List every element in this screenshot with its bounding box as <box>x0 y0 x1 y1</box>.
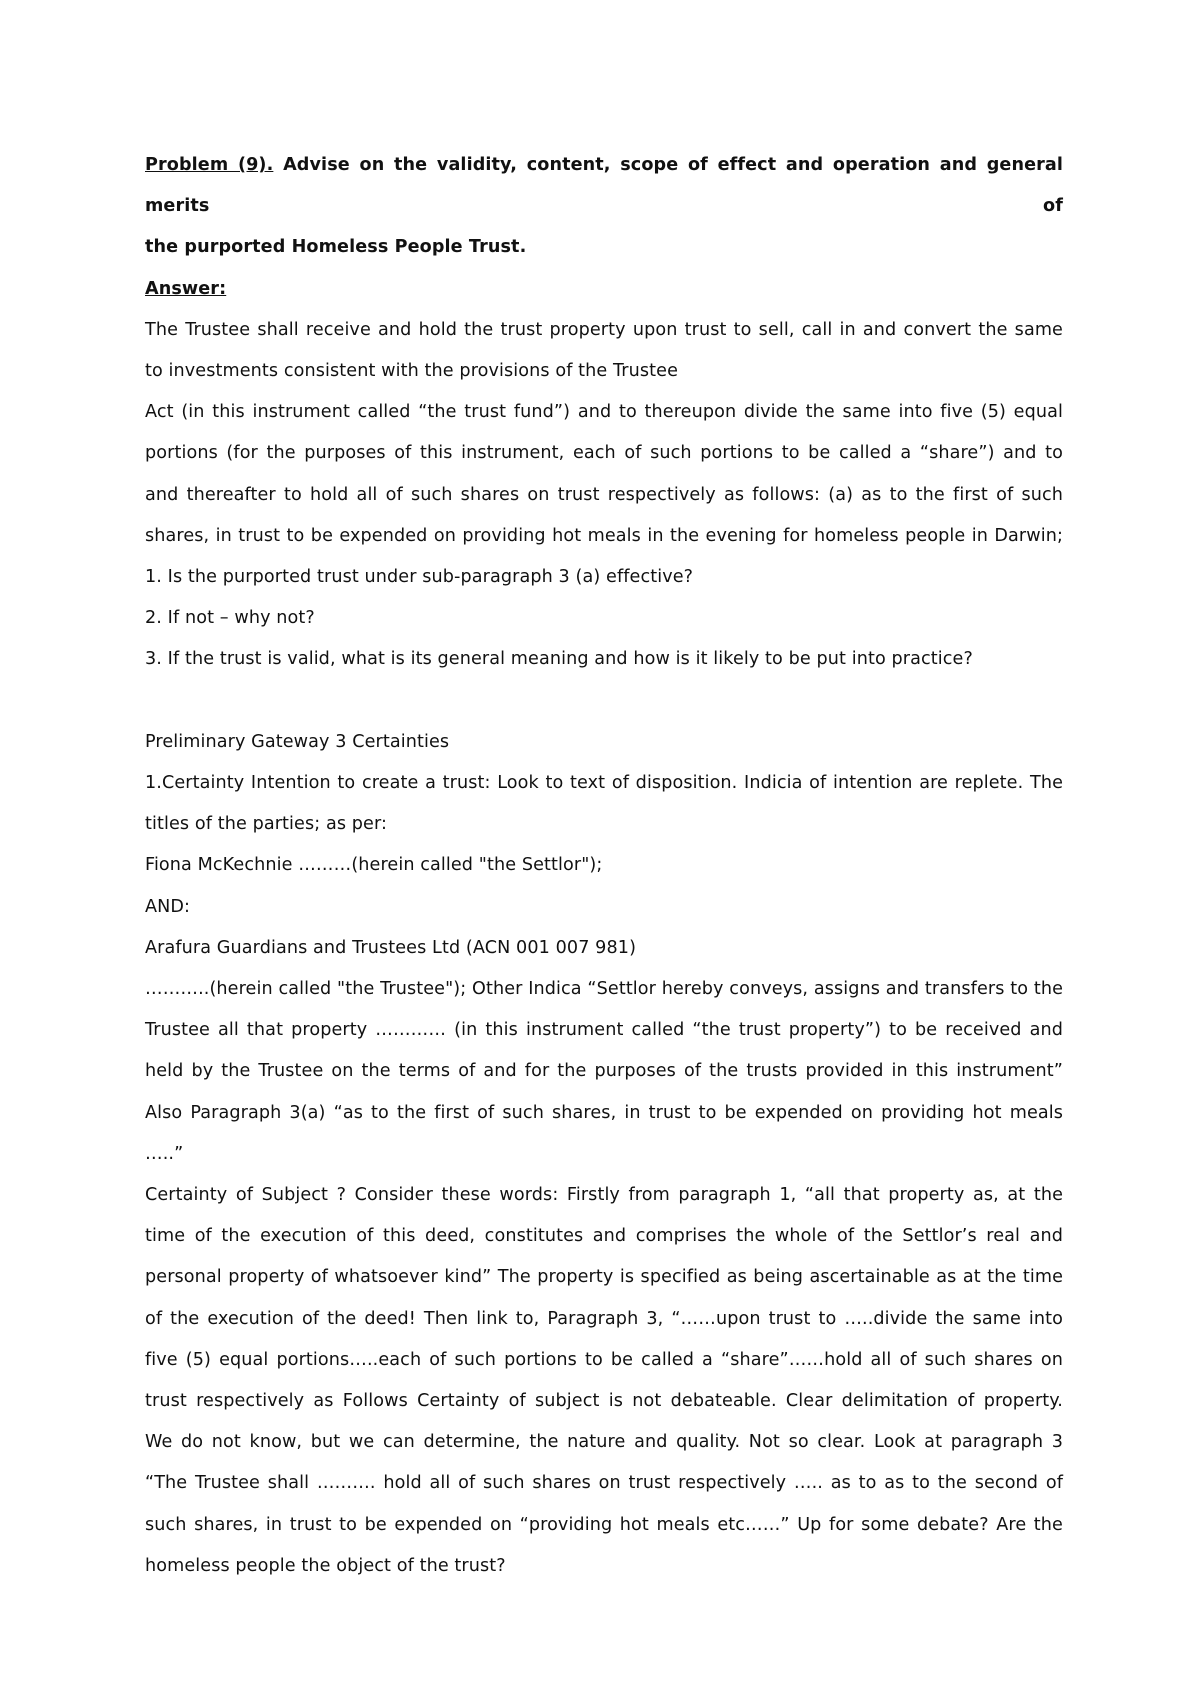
question-1: 1. Is the purported trust under sub-paragraph 3 (a) effective? <box>145 567 694 588</box>
indicia-line: …..” <box>145 1143 184 1164</box>
trust-clause-line: shares, in trust to be expended on providing hot meals in the evening for homeless people in Darwin; <box>145 525 1063 546</box>
subject-line: “The Trustee shall ………. hold all of such shares on trust respectively ….. as to as to the second of <box>145 1473 1063 1494</box>
subject-line: such shares, in trust to be expended on “providing hot meals etc……” Up for some debate? Are the <box>145 1514 1063 1535</box>
subject-line: five (5) equal portions…..each of such portions to be called a “share”……hold all of such shares on <box>145 1349 1063 1370</box>
trust-clause-line: The Trustee shall receive and hold the trust property upon trust to sell, call in and convert the same <box>145 319 1063 340</box>
document-body <box>145 145 1063 1587</box>
subject-line: We do not know, but we can determine, the nature and quality. Not so clear. Look at paragraph 3 <box>145 1432 1063 1453</box>
indicia-line: ………..(herein called "the Trustee"); Other Indica “Settlor hereby conveys, assigns and transfers to the <box>145 979 1063 1000</box>
problem-text: Advise on the validity, content, scope of effect and operation and general merits of <box>145 155 1063 217</box>
intention-line: 1.Certainty Intention to create a trust: Look to text of disposition. Indicia of intention are replete. The <box>145 773 1063 794</box>
problem-line-1 <box>145 145 1063 227</box>
indicia-line: held by the Trustee on the terms of and for the purposes of the trusts provided in this instrument” <box>145 1061 1063 1082</box>
indicia-line: Also Paragraph 3(a) “as to the first of such shares, in trust to be expended on providing hot meals <box>145 1102 1063 1123</box>
question-3: 3. If the trust is valid, what is its general meaning and how is it likely to be put into practice? <box>145 649 973 670</box>
problem-label: Problem (9). <box>145 155 274 175</box>
subject-line: trust respectively as Follows Certainty of subject is not debateable. Clear delimitation of property. <box>145 1391 1063 1412</box>
question-2: 2. If not – why not? <box>145 608 315 629</box>
problem-line-2: the purported Homeless People Trust. <box>145 237 527 258</box>
subject-line: homeless people the object of the trust? <box>145 1555 506 1576</box>
trust-clause-line: and thereafter to hold all of such shares on trust respectively as follows: (a) as to the first of such <box>145 484 1063 505</box>
subject-line: Certainty of Subject ? Consider these words: Firstly from paragraph 1, “all that property as, at the <box>145 1185 1063 1206</box>
subject-line: time of the execution of this deed, constitutes and comprises the whole of the Settlor’s real and <box>145 1226 1063 1247</box>
gateway-heading: Preliminary Gateway 3 Certainties <box>145 731 450 752</box>
trust-clause-line: portions (for the purposes of this instrument, each of such portions to be called a “share”) and to <box>145 443 1063 464</box>
trust-clause-line: to investments consistent with the provisions of the Trustee <box>145 361 679 382</box>
answer-label: Answer: <box>145 278 227 299</box>
and-line: AND: <box>145 896 191 917</box>
trustee-name: Arafura Guardians and Trustees Ltd (ACN 001 007 981) <box>145 937 637 958</box>
subject-line: of the execution of the deed! Then link to, Paragraph 3, “……upon trust to …..divide the same into <box>145 1308 1063 1329</box>
blank-line <box>145 681 1063 722</box>
intention-line: titles of the parties; as per: <box>145 814 388 835</box>
indicia-line: Trustee all that property ………… (in this instrument called “the trust property”) to be received and <box>145 1020 1063 1041</box>
trust-clause-line: Act (in this instrument called “the trust fund”) and to thereupon divide the same into five (5) equal <box>145 402 1063 423</box>
settlor-line: Fiona McKechnie ………(herein called "the Settlor"); <box>145 855 603 876</box>
subject-line: personal property of whatsoever kind” The property is specified as being ascertainable as at the time <box>145 1267 1063 1288</box>
